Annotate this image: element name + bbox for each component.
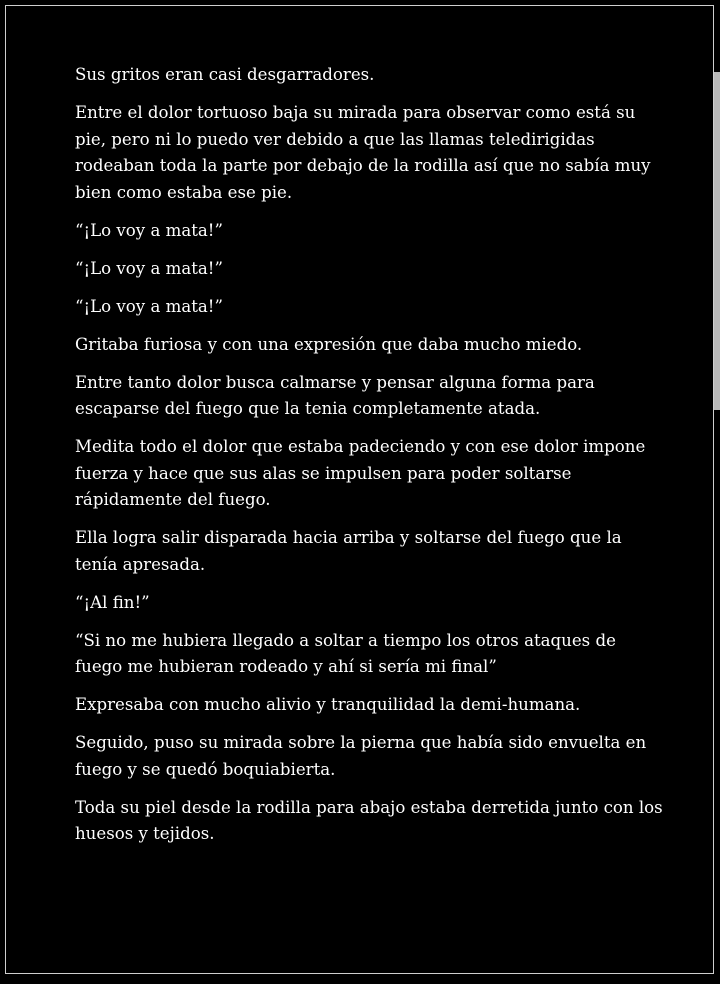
paragraph: Gritaba furiosa y con una expresión que daba mucho miedo. bbox=[75, 334, 583, 354]
scrollbar-thumb[interactable] bbox=[714, 72, 720, 410]
paragraph: “¡Lo voy a mata!” bbox=[75, 296, 223, 316]
chapter-text bbox=[75, 62, 665, 859]
paragraph: Toda su piel desde la rodilla para abajo estaba derretida junto con los huesos y tejidos. bbox=[75, 797, 663, 843]
paragraph: “¡Al fin!” bbox=[75, 592, 150, 612]
paragraph: Ella logra salir disparada hacia arriba y soltarse del fuego que la tenía apresada. bbox=[75, 528, 622, 574]
paragraph: Seguido, puso su mirada sobre la pierna que había sido envuelta en fuego y se quedó boquiabierta. bbox=[75, 733, 647, 779]
paragraph: Expresaba con mucho alivio y tranquilidad la demi-humana. bbox=[75, 695, 581, 714]
paragraph: “¡Lo voy a mata!” bbox=[75, 220, 223, 240]
paragraph: “¡Lo voy a mata!” bbox=[75, 258, 223, 278]
paragraph: Sus gritos eran casi desgarradores. bbox=[75, 65, 375, 84]
reader-page bbox=[5, 5, 714, 974]
paragraph: Entre tanto dolor busca calmarse y pensar alguna forma para escaparse del fuego que la tenia completamente atada. bbox=[75, 372, 595, 418]
paragraph: “Si no me hubiera llegado a soltar a tiempo los otros ataques de fuego me hubieran rodeado y ahí si sería mi final” bbox=[75, 630, 616, 676]
scrollbar[interactable] bbox=[714, 0, 720, 984]
paragraph: Medita todo el dolor que estaba padeciendo y con ese dolor impone fuerza y hace que sus alas se impulsen para poder soltarse rápidamente del fuego. bbox=[75, 437, 646, 509]
paragraph: Entre el dolor tortuoso baja su mirada para observar como está su pie, pero ni lo puedo ver debido a que las llamas teledirigidas rodeaban toda la parte por debajo de la rodilla así que no sabía muy bien como estaba ese pie. bbox=[75, 103, 651, 202]
